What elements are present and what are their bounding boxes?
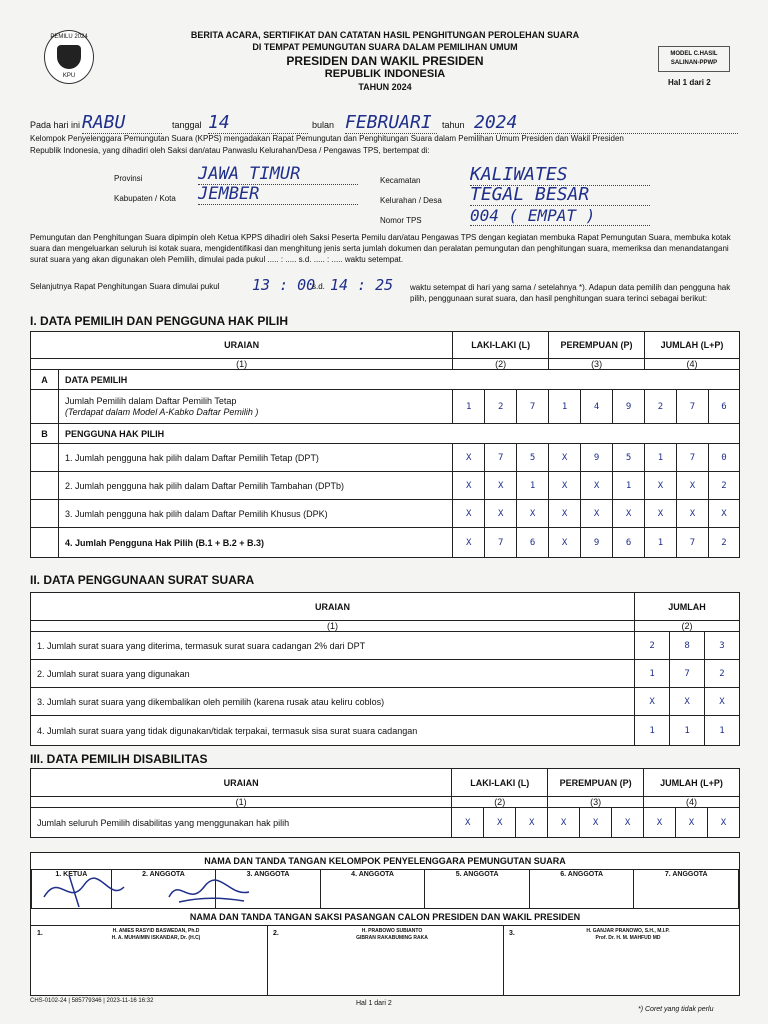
value-cell: 7 [517, 390, 549, 424]
kpps-signature-block [30, 852, 740, 910]
section1-table [30, 331, 740, 558]
tanggal-value: 14 [208, 112, 308, 134]
s1-b-title: PENGGUNA HAK PILIH [58, 424, 739, 444]
s1-num2: (2) [453, 359, 549, 370]
value-cell: 2 [708, 472, 739, 500]
s1-a-sublabel: (Terdapat dalam Model A-Kabko Daftar Pemilih ) [64, 406, 259, 417]
paragraph-2b: waktu setempat di hari yang sama / setelahnya *). Adapun data pemilih dan pengguna hak pilih, penggunaan surat suara, dan hasil penghitungan suara terinci sebagai berikut: [410, 283, 731, 303]
value-cell: X [549, 500, 581, 528]
s2-row1-label: 1. Jumlah surat suara yang diterima, termasuk surat suara cadangan 2% dari DPT [31, 632, 635, 660]
s1-a-title: DATA PEMILIH [58, 370, 739, 390]
footer-code: CHS-0102-24 | 585779346 | 2023-11-16 16:32 [30, 998, 154, 1004]
saksi-col-3 [503, 925, 739, 996]
kpps-col-2: 2. ANGGOTA [111, 870, 216, 910]
value-cell: X [452, 808, 484, 838]
value-cell: 1 [645, 444, 677, 472]
kelurahan-label: Kelurahan / Desa [380, 196, 442, 205]
value-cell: X [645, 472, 677, 500]
s1-num3: (3) [549, 359, 645, 370]
sd-label: s.d. [312, 282, 325, 291]
s3-num2: (2) [452, 797, 548, 808]
section2-table [30, 592, 740, 746]
value-cell: 2 [645, 390, 677, 424]
s2-num2: (2) [635, 621, 740, 632]
s2-col-j: JUMLAH [635, 593, 740, 621]
value-cell: 2 [705, 660, 740, 688]
value-cell: X [485, 500, 517, 528]
value-cell: X [453, 444, 485, 472]
saksi-1-name-a: H. ANIES RASYID BASWEDAN, Ph.D [112, 928, 200, 934]
value-cell: X [613, 500, 645, 528]
kpps-col-1: 1. KETUA [32, 870, 112, 910]
saksi-2-number: 2. [273, 930, 279, 937]
section3-table [30, 768, 740, 838]
value-cell: 5 [613, 444, 645, 472]
value-cell: X [517, 500, 549, 528]
s1-num1: (1) [31, 359, 453, 370]
s1-a-label: Jumlah Pemilih dalam Daftar Pemilih Tetap [64, 395, 237, 406]
value-cell: X [581, 500, 613, 528]
section3-title: III. DATA PEMILIH DISABILITAS [30, 752, 208, 766]
kabupaten-label: Kabupaten / Kota [114, 194, 176, 203]
kpps-col-7: 7. ANGGOTA [634, 870, 739, 910]
kelurahan-value: TEGAL BESAR [470, 184, 650, 206]
value-cell: 2 [485, 390, 517, 424]
start-time: 13 : 00 [252, 276, 316, 294]
value-cell: 1 [670, 716, 705, 746]
s1-num4: (4) [645, 359, 740, 370]
page-indicator: Hal 1 dari 2 [668, 78, 711, 87]
s1-col-p: PEREMPUAN (P) [549, 332, 645, 359]
paragraph-1: Pemungutan dan Penghitungan Suara dipimpin oleh Ketua KPPS dihadiri oleh Saksi Peserta Pemilu dan/atau Pengawas TPS dengan kegiatan membuka Rapat Pemungutan Suara, membuka kotak suara dan mengeluarkan seluruh isi kotak suara, mengidentifikasi dan menghitung jenis serta jumlah dokumen dan peralatan pemungutan dan penghitungan suara, memeriksa dan menandatangani surat suara yang akan digunakan oleh Pemilih, dimulai pada pukul ..... : ..... s.d. ..... : ..... waktu setempat. [30, 233, 731, 264]
header-line2: DI TEMPAT PEMUNGUTAN SUARA DALAM PEMILIHAN UMUM [252, 42, 518, 52]
kpps-col-5: 5. ANGGOTA [425, 870, 530, 910]
value-cell: X [453, 500, 485, 528]
pada-hari-label: Pada hari ini [30, 120, 81, 130]
table-row [31, 716, 740, 746]
s1-b2-label: 2. Jumlah pengguna hak pilih dalam Daftar Pemilih Tambahan (DPTb) [58, 472, 452, 500]
saksi-1-name-b: H. A. MUHAIMIN ISKANDAR, Dr. (H.C) [111, 935, 201, 941]
value-cell: 9 [581, 528, 613, 558]
s2-row2-label: 2. Jumlah surat suara yang digunakan [31, 660, 635, 688]
saksi-2-name-a: H. PRABOWO SUBIANTO [361, 928, 423, 934]
value-cell: X [548, 808, 580, 838]
value-cell: X [580, 808, 612, 838]
value-cell: 7 [485, 444, 517, 472]
value-cell: 1 [705, 716, 740, 746]
footer-page: Hal 1 dari 2 [356, 1000, 392, 1007]
header-line3: PRESIDEN DAN WAKIL PRESIDEN [286, 54, 484, 68]
value-cell: 9 [581, 444, 613, 472]
value-cell: X [581, 472, 613, 500]
section1-title: I. DATA PEMILIH DAN PENGGUNA HAK PILIH [30, 314, 288, 328]
value-cell: X [453, 528, 485, 558]
value-cell: 7 [676, 528, 708, 558]
value-cell: X [549, 472, 581, 500]
hari-value: RABU [82, 112, 162, 134]
value-cell: 1 [517, 472, 549, 500]
value-cell: X [670, 688, 705, 716]
value-cell: 6 [613, 528, 645, 558]
value-cell: 1 [645, 528, 677, 558]
kpps-col-4: 4. ANGGOTA [320, 870, 425, 910]
value-cell: 1 [635, 716, 670, 746]
saksi-title: NAMA DAN TANDA TANGAN SAKSI PASANGAN CALON PRESIDEN DAN WAKIL PRESIDEN [189, 912, 581, 922]
value-cell: X [516, 808, 548, 838]
s3-row-label: Jumlah seluruh Pemilih disabilitas yang menggunakan hak pilih [31, 808, 452, 838]
value-cell: 9 [613, 390, 645, 424]
garuda-icon [57, 45, 81, 69]
s3-num3: (3) [548, 797, 644, 808]
s1-a-row [31, 390, 740, 424]
value-cell: 1 [635, 660, 670, 688]
value-cell: 8 [670, 632, 705, 660]
value-cell: 1 [453, 390, 485, 424]
value-cell: 1 [549, 390, 581, 424]
s1-b3-label: 3. Jumlah pengguna hak pilih dalam Daftar Pemilih Khusus (DPK) [58, 500, 452, 528]
footer-note: *) Coret yang tidak perlu [638, 1006, 714, 1013]
logo-sub: KPU [62, 73, 76, 79]
table-row [31, 528, 740, 558]
s1-b1-label: 1. Jumlah pengguna hak pilih dalam Daftar Pemilih Tetap (DPT) [58, 444, 452, 472]
provinsi-label: Provinsi [114, 174, 143, 183]
value-cell: X [484, 808, 516, 838]
saksi-3-name-a: H. GANJAR PRANOWO, S.H., M.I.P. [586, 928, 670, 934]
value-cell: X [707, 808, 739, 838]
s1-col-j: JUMLAH (L+P) [645, 332, 740, 359]
saksi-col-2 [267, 925, 504, 996]
s1-b4-label: 4. Jumlah Pengguna Hak Pilih (B.1 + B.2 + B.3) [58, 528, 452, 558]
value-cell: 4 [581, 390, 613, 424]
model-line2: SALINAN-PPWP [670, 60, 718, 66]
kpps-col-3: 3. ANGGOTA [216, 870, 321, 910]
value-cell: X [644, 808, 676, 838]
s3-num4: (4) [644, 797, 740, 808]
value-cell: 7 [670, 660, 705, 688]
s2-num1: (1) [31, 621, 635, 632]
value-cell: 7 [485, 528, 517, 558]
kecamatan-value: KALIWATES [470, 164, 650, 186]
bulan-value: FEBRUARI [345, 112, 437, 134]
s3-num1: (1) [31, 797, 452, 808]
s1-col-uraian: URAIAN [31, 332, 453, 359]
s2-row4-label: 4. Jumlah surat suara yang tidak digunakan/tidak terpakai, termasuk sisa surat suara cadangan [31, 716, 635, 746]
kpps-col-6: 6. ANGGOTA [529, 870, 634, 910]
s3-col-j: JUMLAH (L+P) [644, 769, 740, 797]
value-cell: 3 [705, 632, 740, 660]
end-time: 14 : 25 [330, 276, 394, 294]
value-cell: 7 [676, 444, 708, 472]
value-cell: X [485, 472, 517, 500]
value-cell: 6 [708, 390, 739, 424]
value-cell: X [676, 472, 708, 500]
kecamatan-label: Kecamatan [380, 176, 421, 185]
tahun-label: tahun [442, 120, 465, 130]
value-cell: X [675, 808, 707, 838]
value-cell: 0 [708, 444, 739, 472]
table-row [31, 632, 740, 660]
bulan-label: bulan [312, 120, 335, 130]
header-line5: TAHUN 2024 [358, 82, 412, 92]
kpps-title: NAMA DAN TANDA TANGAN KELOMPOK PENYELENGGARA PEMUNGUTAN SUARA [204, 856, 566, 866]
table-row [31, 500, 740, 528]
table-row [31, 688, 740, 716]
saksi-3-name-b: Prof. Dr. H. M. MAHFUD MD [595, 935, 661, 941]
saksi-col-1 [31, 925, 268, 996]
intro-text1: Kelompok Penyelenggara Pemungutan Suara (KPPS) mengadakan Rapat Pemungutan dan Penghitungan Suara dalam Pemilihan Umum Presiden dan Wakil Presiden [30, 134, 624, 143]
value-cell: 1 [613, 472, 645, 500]
value-cell: X [549, 444, 581, 472]
saksi-2-name-b: GIBRAN RAKABUMING RAKA [356, 935, 428, 941]
logo-text: PEMILU 2024 [50, 34, 88, 40]
value-cell: X [612, 808, 644, 838]
value-cell: 2 [708, 528, 739, 558]
table-row [31, 660, 740, 688]
value-cell: 2 [635, 632, 670, 660]
header-line1: BERITA ACARA, SERTIFIKAT DAN CATATAN HASIL PENGHITUNGAN PEROLEHAN SUARA [190, 30, 580, 40]
s1-b-code: B [31, 424, 59, 444]
value-cell: X [705, 688, 740, 716]
value-cell: X [676, 500, 708, 528]
saksi-3-number: 3. [509, 930, 515, 937]
s2-col-uraian: URAIAN [31, 593, 635, 621]
table-row [31, 472, 740, 500]
value-cell: X [549, 528, 581, 558]
model-box [658, 46, 730, 72]
signature-scribbles [39, 867, 259, 909]
tahun-value: 2024 [474, 112, 738, 134]
section2-title: II. DATA PENGGUNAAN SURAT SUARA [30, 573, 255, 587]
kpu-logo [44, 30, 94, 84]
value-cell: 7 [676, 390, 708, 424]
value-cell: X [708, 500, 739, 528]
tanggal-label: tanggal [172, 120, 202, 130]
s3-col-p: PEREMPUAN (P) [548, 769, 644, 797]
saksi-signature-block [30, 908, 740, 996]
s1-col-l: LAKI-LAKI (L) [453, 332, 549, 359]
s2-row3-label: 3. Jumlah surat suara yang dikembalikan oleh pemilih (karena rusak atau keliru coblos) [31, 688, 635, 716]
table-row [31, 808, 740, 838]
tps-label: Nomor TPS [380, 216, 422, 225]
s3-col-l: LAKI-LAKI (L) [452, 769, 548, 797]
s3-col-uraian: URAIAN [31, 769, 452, 797]
value-cell: 5 [517, 444, 549, 472]
value-cell: X [635, 688, 670, 716]
intro-text2: Republik Indonesia, yang dihadiri oleh Saksi dan/atau Panwaslu Kelurahan/Desa / Pengawas TPS, bertempat di: [30, 146, 430, 155]
paragraph-2a: Selanjutnya Rapat Penghitungan Suara dimulai pukul [30, 282, 220, 291]
table-row [31, 444, 740, 472]
provinsi-value: JAWA TIMUR [198, 164, 358, 185]
value-cell: X [453, 472, 485, 500]
s1-a-code: A [31, 370, 59, 390]
value-cell: 6 [517, 528, 549, 558]
model-line1: MODEL C.HASIL [670, 51, 718, 57]
kabupaten-value: JEMBER [198, 184, 358, 205]
tps-value: 004 ( EMPAT ) [470, 206, 650, 226]
header-line4: REPUBLIK INDONESIA [324, 68, 446, 80]
value-cell: X [645, 500, 677, 528]
saksi-1-number: 1. [37, 930, 43, 937]
